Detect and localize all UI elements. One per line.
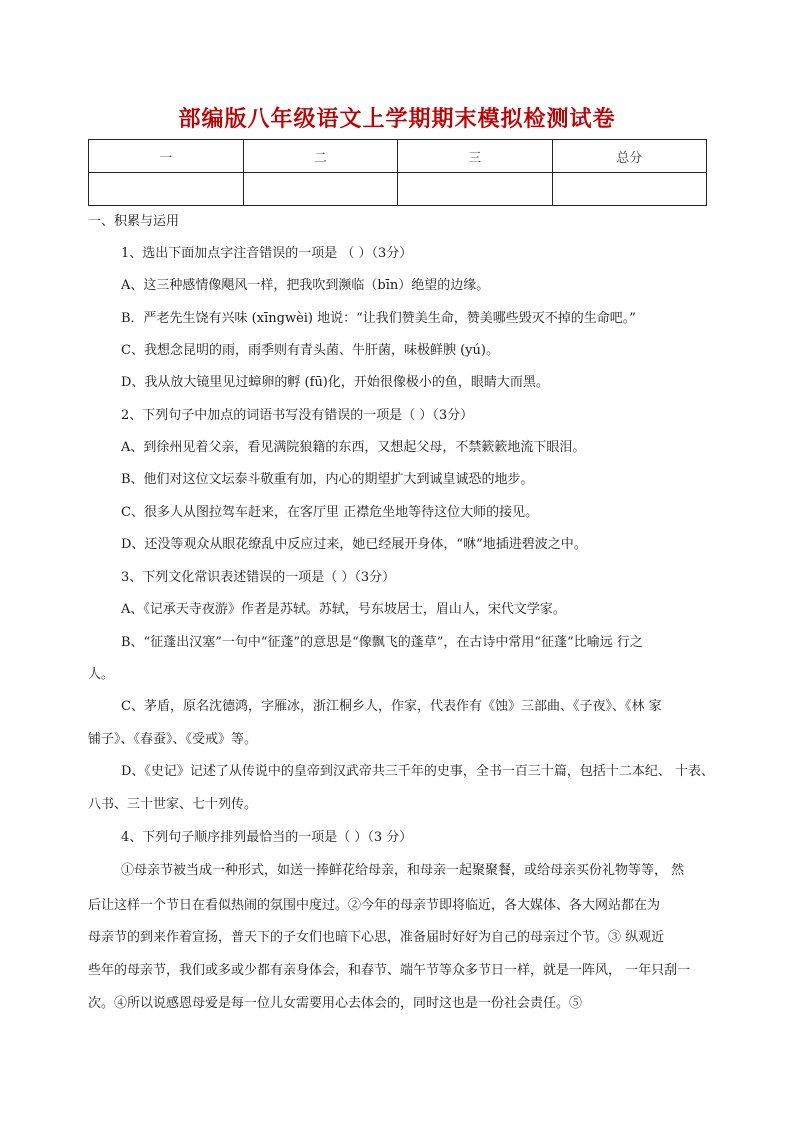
q3-option-b-line2: 人。 — [88, 667, 115, 682]
score-table-header-row — [89, 140, 707, 173]
score-header-total: 总分 — [552, 140, 707, 173]
q4-passage-line5: 次。④所以说感恩母爱是每一位儿女需要用心去体会的，同时这也是一份社会责任。⑤ — [88, 996, 583, 1011]
score-header-part3: 三 — [398, 140, 553, 173]
score-cell-part3[interactable] — [398, 173, 553, 206]
score-header-part1: 一 — [89, 140, 244, 173]
section-heading: 一、积累与运用 — [88, 214, 180, 229]
q1-option-a: A、这三种感情像飓风一样，把我吹到濒临（bīn）绝望的边缘。 — [121, 278, 490, 293]
q3-option-d-line2: 八书、三十世家、七十列传。 — [88, 797, 258, 812]
q4-stem: 4、下列句子顺序排列最恰当的一项是（ ）（3 分） — [121, 830, 413, 845]
q1-option-d: D、我从放大镜里见过蟑卵的孵 (fū)化，开始很像极小的鱼，眼睛大而黑。 — [121, 375, 549, 390]
q3-option-a: A、《记承天寺夜游》作者是苏轼。苏轼，号东坡居士，眉山人，宋代文学家。 — [121, 602, 566, 617]
score-cell-part1[interactable] — [89, 173, 244, 206]
score-cell-part2[interactable] — [243, 173, 398, 206]
q2-stem: 2、下列句子中加点的词语书写没有错误的一项是（ ）（3分） — [121, 408, 474, 423]
q2-option-b: B、他们对这位文坛泰斗敬重有加，内心的期望扩大到诚皇诚恐的地步。 — [121, 472, 534, 487]
q2-option-a: A、到徐州见着父亲，看见满院狼籍的东西，又想起父母，不禁簌簌地流下眼泪。 — [121, 440, 586, 455]
exam-title: 部编版八年级语文上学期期末模拟检测试卷 — [178, 106, 616, 132]
q3-option-b-line1: B、“征蓬出汉塞”一句中“征蓬”的意思是“像飘飞的蓬草”，在古诗中常用“征蓬”比喻远 行之 — [121, 635, 643, 650]
score-cell-total[interactable] — [552, 173, 707, 206]
q1-option-b: B．严老先生饶有兴味 (xīngwèi) 地说：“让我们赞美生命，赞美哪些毁灭不掉的生命吧。” — [121, 311, 636, 326]
q2-option-c: C、很多人从图拉驾车赶来，在客厅里 正襟危坐地等待这位大师的接见。 — [121, 505, 539, 520]
q4-passage-line1: ①母亲节被当成一种形式，如送一捧鲜花给母亲，和母亲一起聚聚餐，或给母亲买份礼物等等， 然 — [121, 863, 685, 878]
score-header-part2: 二 — [243, 140, 398, 173]
q1-option-c: C、我想念昆明的雨，雨季则有青头菌、牛肝菌，味极鲜腴 (yú)。 — [121, 343, 499, 358]
q4-passage-line3: 母亲节的到来作着宣扬，普天下的子女们也暗下心思，准备届时好好为自己的母亲过个节。③ 纵观近 — [88, 930, 665, 945]
score-table-score-row — [89, 173, 707, 206]
q1-stem: 1、选出下面加点字注音错误的一项是 （ ）（3分） — [121, 246, 413, 261]
q3-option-c-line1: C、茅盾，原名沈德鸿，字雁冰，浙江桐乡人，作家，代表作有《蚀》三部曲、《子夜》、《林 家 — [121, 699, 662, 714]
q4-passage-line2: 后让这样一个节日在看似热闹的氛围中度过。②今年的母亲节即将临近，各大媒体、各大网站都在为 — [88, 898, 661, 913]
score-table — [88, 139, 707, 206]
q3-option-d-line1: D、《史记》记述了从传说中的皇帝到汉武帝共三千年的史事，全书一百三十篇，包括十二本纪、 十表、 — [121, 764, 715, 779]
q4-passage-line4: 些年的母亲节，我们或多或少都有亲身体会，和春节、端午节等众多节日一样，就是一阵风， 一年只刮一 — [88, 963, 691, 978]
q3-stem: 3、下列文化常识表述错误的一项是（ ）（3分） — [121, 570, 396, 585]
q3-option-c-line2: 铺子》、《春蚕》、《受戒》等。 — [88, 732, 258, 747]
q2-option-d: D、还没等观众从眼花缭乱中反应过来，她已经展开身体，“咻”地插进碧波之中。 — [121, 537, 587, 552]
